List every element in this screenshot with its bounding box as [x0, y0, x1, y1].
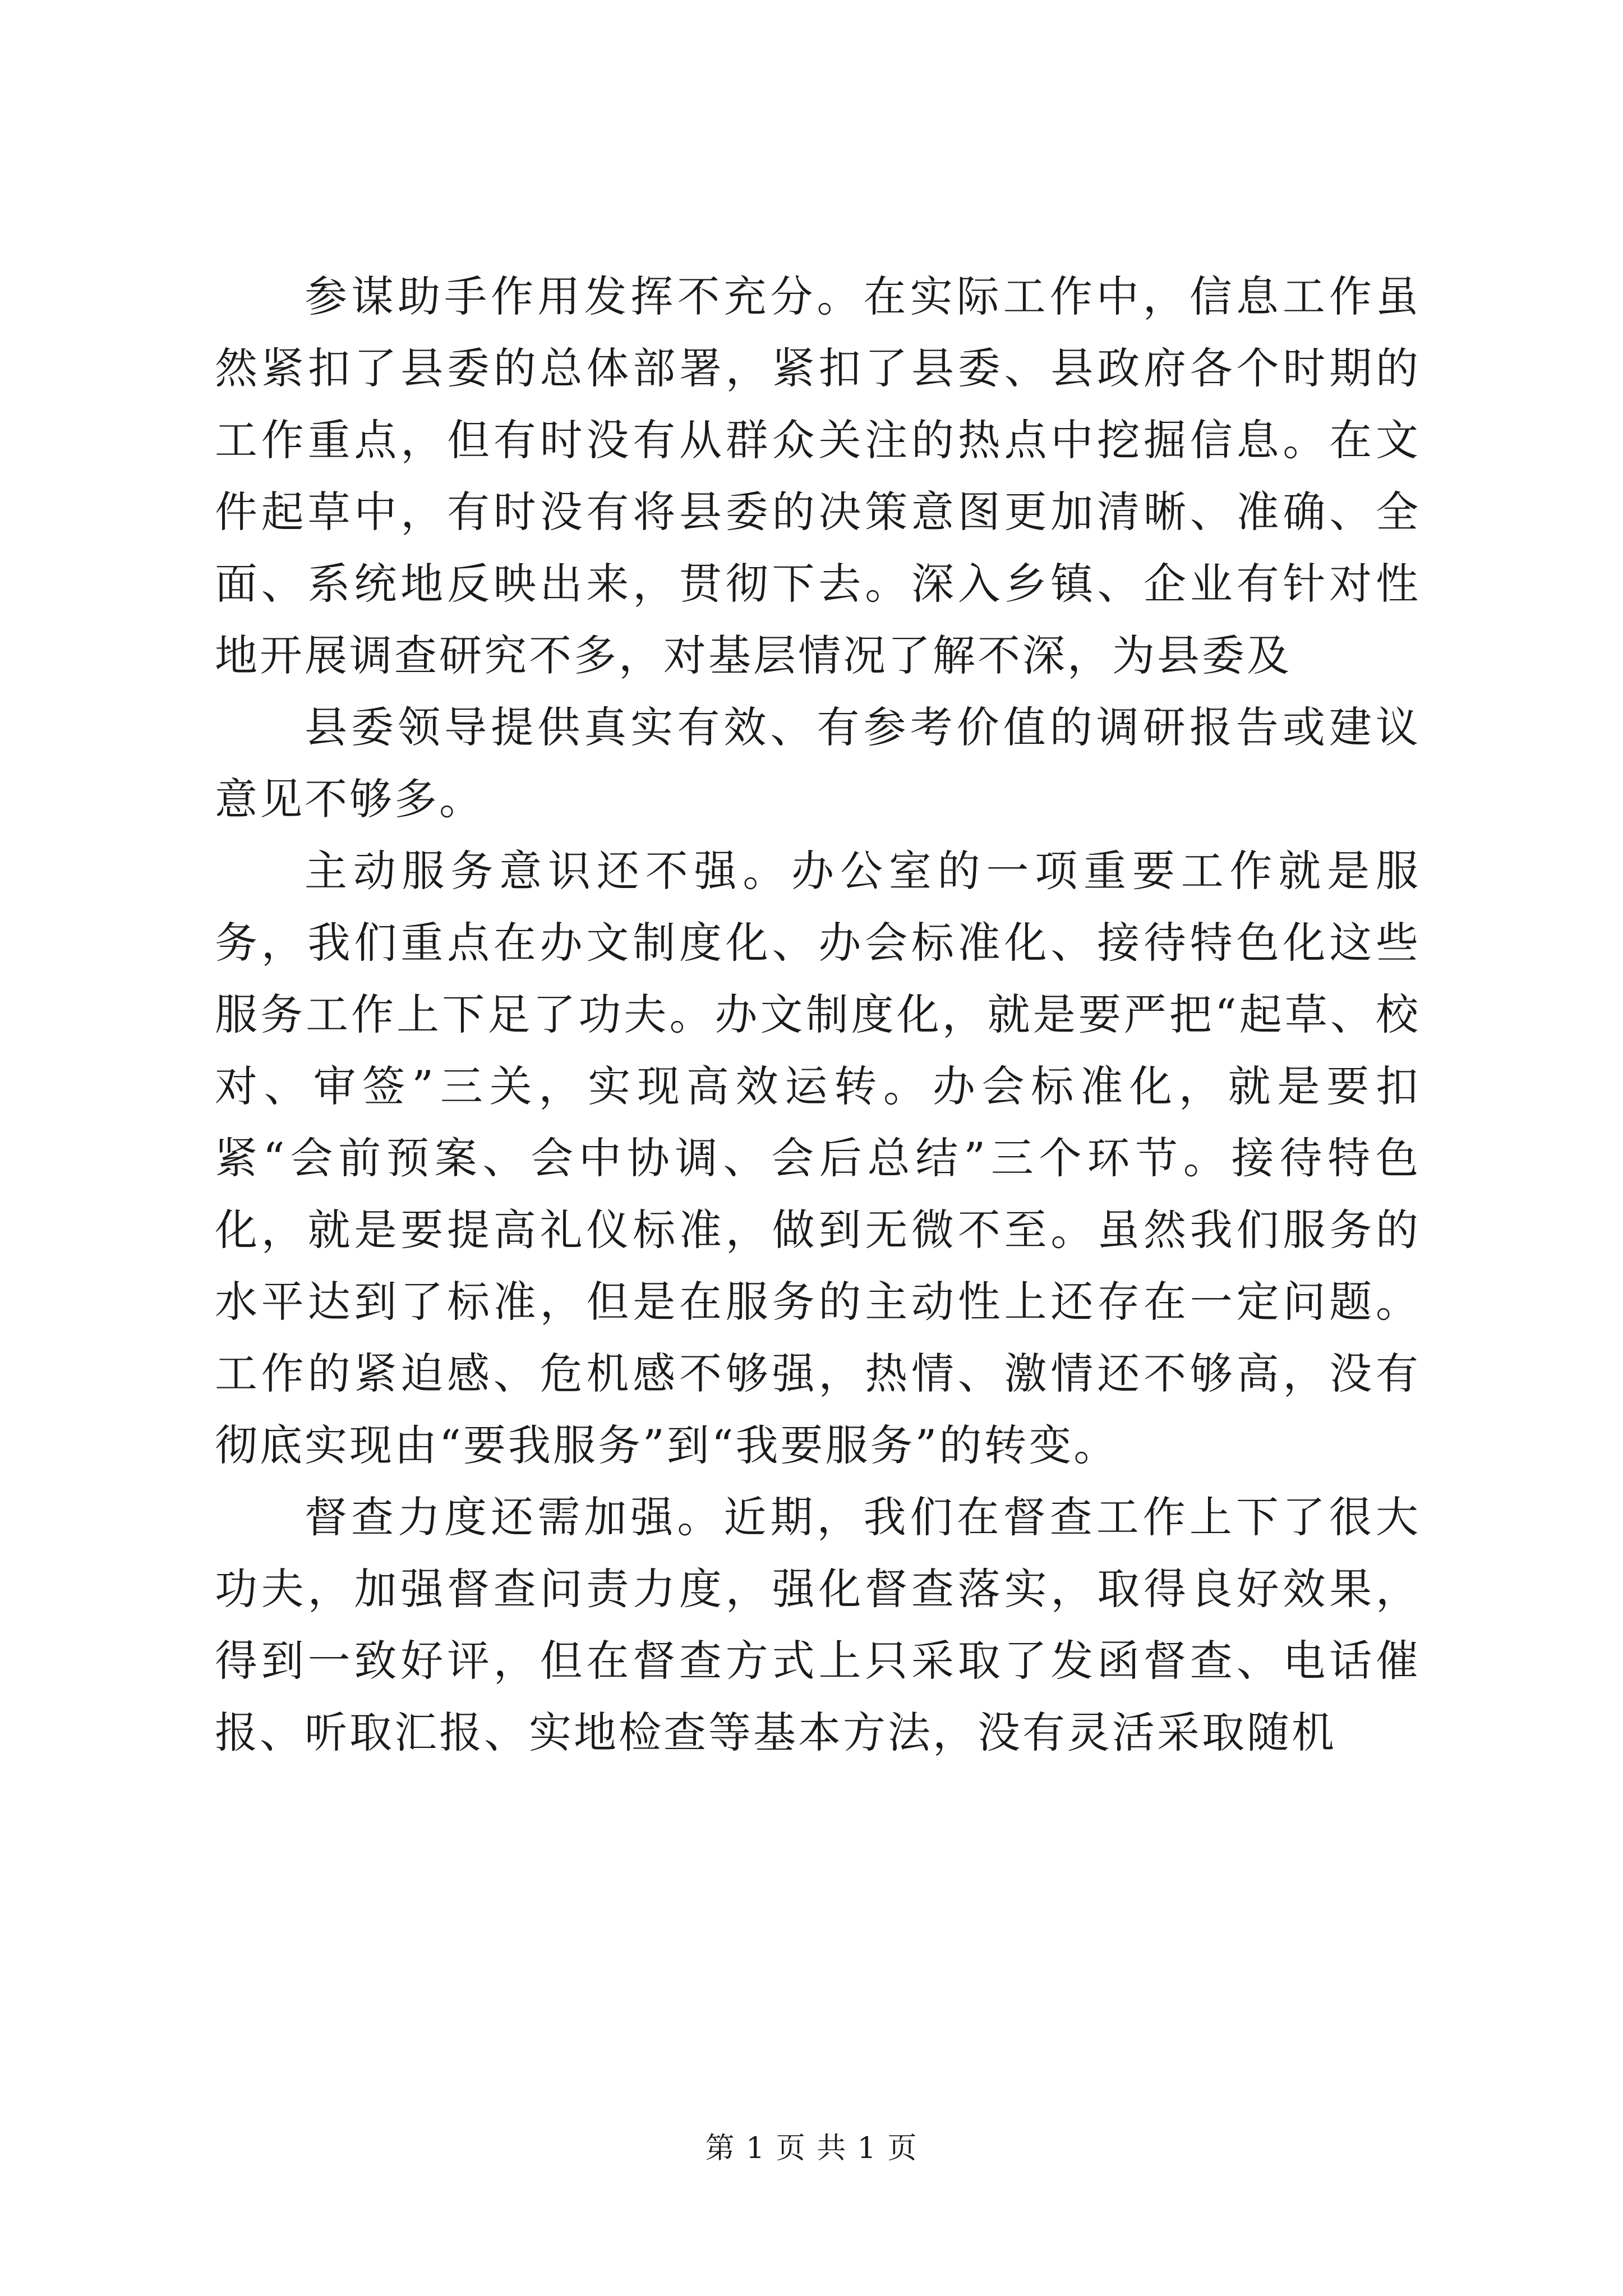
- page-footer: 第 1 页 共 1 页: [705, 2132, 918, 2165]
- document-body: [215, 261, 1421, 1769]
- paragraph-supervision: 督查力度还需加强。近期，我们在督查工作上下了很大功夫，加强督查问责力度，强化督查落实，取得良好效果，得到一致好评，但在督查方式上只采取了发函督查、电话催报、听取汇报、实地检查等基本方法，没有灵活采取随机: [215, 1492, 1421, 1757]
- paragraph-research-reports: 县委领导提供真实有效、有参考价值的调研报告或建议意见不够多。: [215, 702, 1421, 824]
- paragraph-advisory-role: 参谋助手作用发挥不充分。在实际工作中，信息工作虽然紧扣了县委的总体部署，紧扣了县委、县政府各个时期的工作重点，但有时没有从群众关注的热点中挖掘信息。在文件起草中，有时没有将县委的决策意图更加清晰、准确、全面、系统地反映出来，贯彻下去。深入乡镇、企业有针对性地开展调查研究不多，对基层情况了解不深，为县委及: [215, 272, 1421, 680]
- paragraph-service-awareness: 主动服务意识还不强。办公室的一项重要工作就是服务，我们重点在办文制度化、办会标准化、接待特色化这些服务工作上下足了功夫。办文制度化，就是要严把“起草、校对、审签”三关，实现高效运转。办会标准化，就是要扣紧“会前预案、会中协调、会后总结”三个环节。接待特色化，就是要提高礼仪标准，做到无微不至。虽然我们服务的水平达到了标准，但是在服务的主动性上还存在一定问题。工作的紧迫感、危机感不够强，热情、激情还不够高，没有彻底实现由“要我服务”到“我要服务”的转变。: [215, 846, 1421, 1470]
